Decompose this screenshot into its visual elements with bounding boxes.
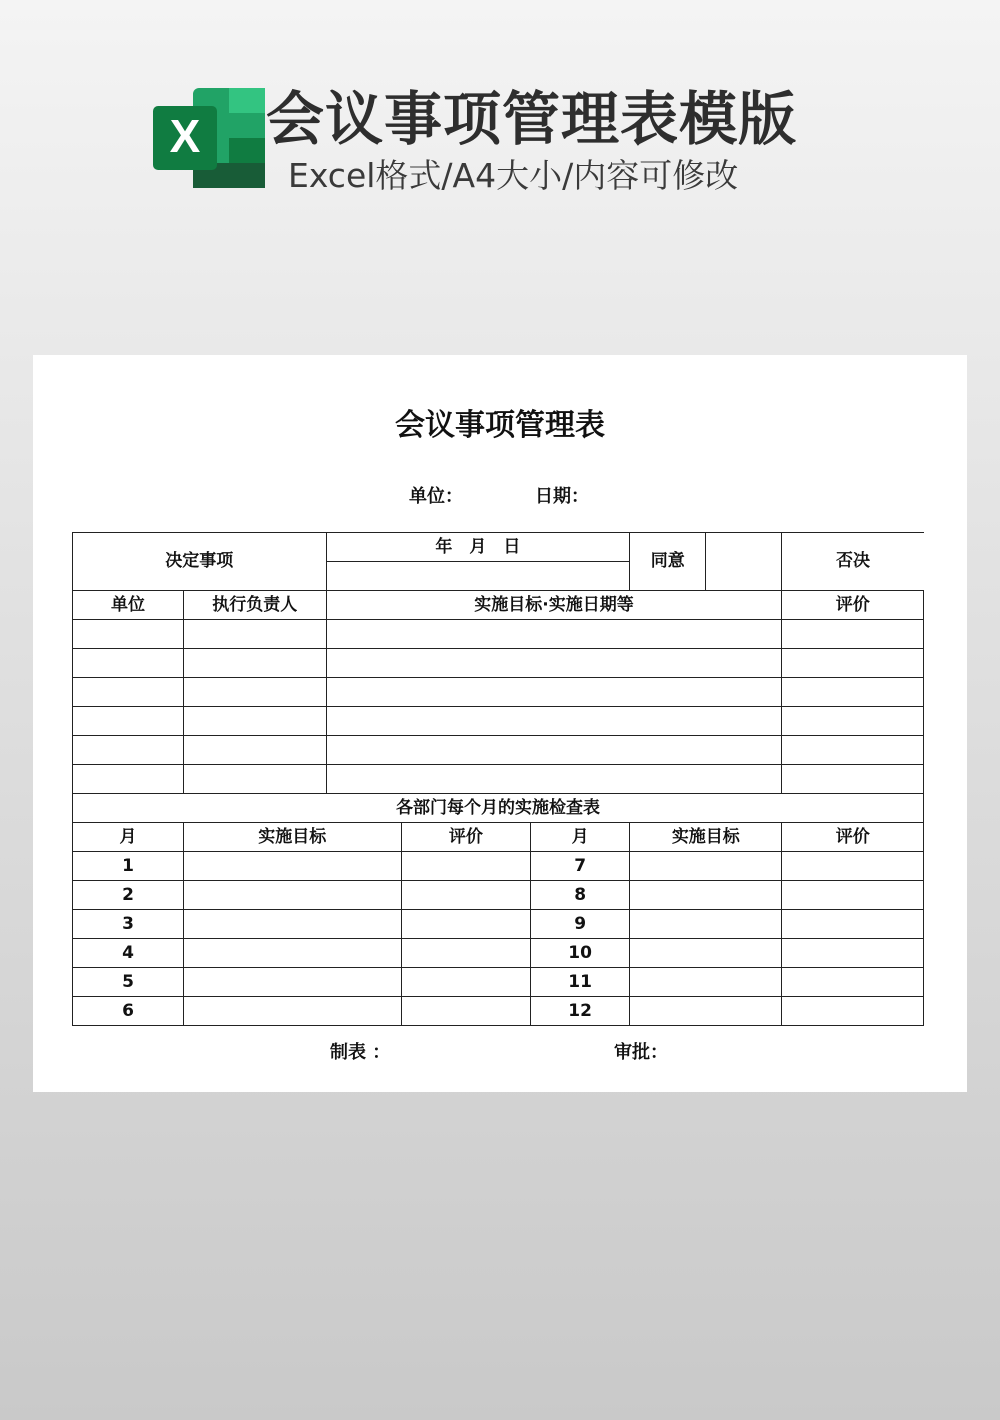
date-label: 日期： [535, 486, 589, 507]
month-number-right: 9 [531, 910, 630, 939]
eval-cell-left[interactable] [401, 939, 530, 968]
banner-subtitle: Excel格式/A4大小/内容可修改 [288, 156, 739, 195]
decision-label: 决定事项 [73, 533, 327, 591]
agree-cell[interactable] [706, 533, 782, 591]
table-row [73, 765, 924, 794]
eval-cell-left[interactable] [401, 910, 530, 939]
monthly-title-row [73, 794, 924, 823]
table-row [73, 736, 924, 765]
month-number-left: 5 [73, 968, 184, 997]
target-cell-right[interactable] [630, 910, 782, 939]
target-cell[interactable] [326, 707, 782, 736]
eval-cell[interactable] [782, 649, 924, 678]
monthly-header-row [73, 823, 924, 852]
eval-cell[interactable] [782, 736, 924, 765]
owner-cell[interactable] [183, 620, 326, 649]
unit-header: 单位 [73, 591, 184, 620]
eval-cell-right[interactable] [782, 852, 924, 881]
owner-cell[interactable] [183, 736, 326, 765]
target-cell[interactable] [326, 765, 782, 794]
monthly-row [73, 881, 924, 910]
eval-cell[interactable] [782, 707, 924, 736]
eval-header-left: 评价 [401, 823, 530, 852]
monthly-row [73, 852, 924, 881]
decision-row [73, 533, 924, 562]
target-cell[interactable] [326, 736, 782, 765]
unit-label: 单位： [409, 486, 463, 507]
table-row [73, 649, 924, 678]
target-header-right: 实施目标 [630, 823, 782, 852]
monthly-row [73, 968, 924, 997]
owner-cell[interactable] [183, 678, 326, 707]
unit-cell[interactable] [73, 707, 184, 736]
unit-cell[interactable] [73, 649, 184, 678]
target-cell-left[interactable] [183, 939, 401, 968]
table-row [73, 678, 924, 707]
eval-cell[interactable] [782, 678, 924, 707]
owner-cell[interactable] [183, 649, 326, 678]
decision-date[interactable]: 年 月 日 [326, 533, 630, 562]
month-number-right: 8 [531, 881, 630, 910]
monthly-row [73, 997, 924, 1026]
target-header: 实施目标·实施日期等 [326, 591, 782, 620]
eval-cell[interactable] [782, 620, 924, 649]
excel-logo-icon [153, 88, 265, 188]
sheet-title: 会议事项管理表 [395, 408, 605, 443]
unit-cell[interactable] [73, 620, 184, 649]
reject-label: 否决 [782, 533, 924, 591]
approve-label: 审批： [614, 1042, 668, 1063]
target-cell-left[interactable] [183, 881, 401, 910]
eval-cell-right[interactable] [782, 968, 924, 997]
eval-cell-right[interactable] [782, 910, 924, 939]
target-cell-right[interactable] [630, 939, 782, 968]
target-cell-left[interactable] [183, 997, 401, 1026]
target-cell-right[interactable] [630, 997, 782, 1026]
month-number-left: 3 [73, 910, 184, 939]
monthly-row [73, 910, 924, 939]
logo-letter: X [169, 110, 201, 162]
unit-cell[interactable] [73, 736, 184, 765]
month-number-right: 12 [531, 997, 630, 1026]
target-header-left: 实施目标 [183, 823, 401, 852]
month-header-left: 月 [73, 823, 184, 852]
target-cell-right[interactable] [630, 968, 782, 997]
table-row [73, 620, 924, 649]
eval-cell-left[interactable] [401, 968, 530, 997]
maker-label: 制表 ： [330, 1042, 391, 1063]
eval-cell-left[interactable] [401, 881, 530, 910]
unit-cell[interactable] [73, 678, 184, 707]
header-row [73, 591, 924, 620]
eval-cell[interactable] [782, 765, 924, 794]
target-cell[interactable] [326, 678, 782, 707]
target-cell-left[interactable] [183, 852, 401, 881]
banner-title: 会议事项管理表模版 [266, 85, 798, 153]
monthly-row [73, 939, 924, 968]
owner-cell[interactable] [183, 765, 326, 794]
target-cell-right[interactable] [630, 881, 782, 910]
target-cell[interactable] [326, 620, 782, 649]
target-cell[interactable] [326, 649, 782, 678]
target-cell-left[interactable] [183, 910, 401, 939]
month-header-right: 月 [531, 823, 630, 852]
eval-header-right: 评价 [782, 823, 924, 852]
target-cell-left[interactable] [183, 968, 401, 997]
month-number-left: 6 [73, 997, 184, 1026]
eval-cell-right[interactable] [782, 939, 924, 968]
unit-cell[interactable] [73, 765, 184, 794]
owner-cell[interactable] [183, 707, 326, 736]
table-row [73, 707, 924, 736]
agree-label: 同意 [630, 533, 706, 591]
target-cell-right[interactable] [630, 852, 782, 881]
eval-cell-left[interactable] [401, 852, 530, 881]
banner [0, 0, 1000, 240]
monthly-title: 各部门每个月的实施检查表 [73, 794, 924, 823]
eval-cell-right[interactable] [782, 881, 924, 910]
owner-header: 执行负责人 [183, 591, 326, 620]
month-number-left: 2 [73, 881, 184, 910]
month-number-left: 1 [73, 852, 184, 881]
month-number-right: 11 [531, 968, 630, 997]
month-number-left: 4 [73, 939, 184, 968]
month-number-right: 10 [531, 939, 630, 968]
eval-cell-right[interactable] [782, 997, 924, 1026]
eval-cell-left[interactable] [401, 997, 530, 1026]
month-number-right: 7 [531, 852, 630, 881]
meeting-table [72, 532, 924, 1026]
eval-header: 评价 [782, 591, 924, 620]
decision-content-cell[interactable] [326, 562, 630, 591]
